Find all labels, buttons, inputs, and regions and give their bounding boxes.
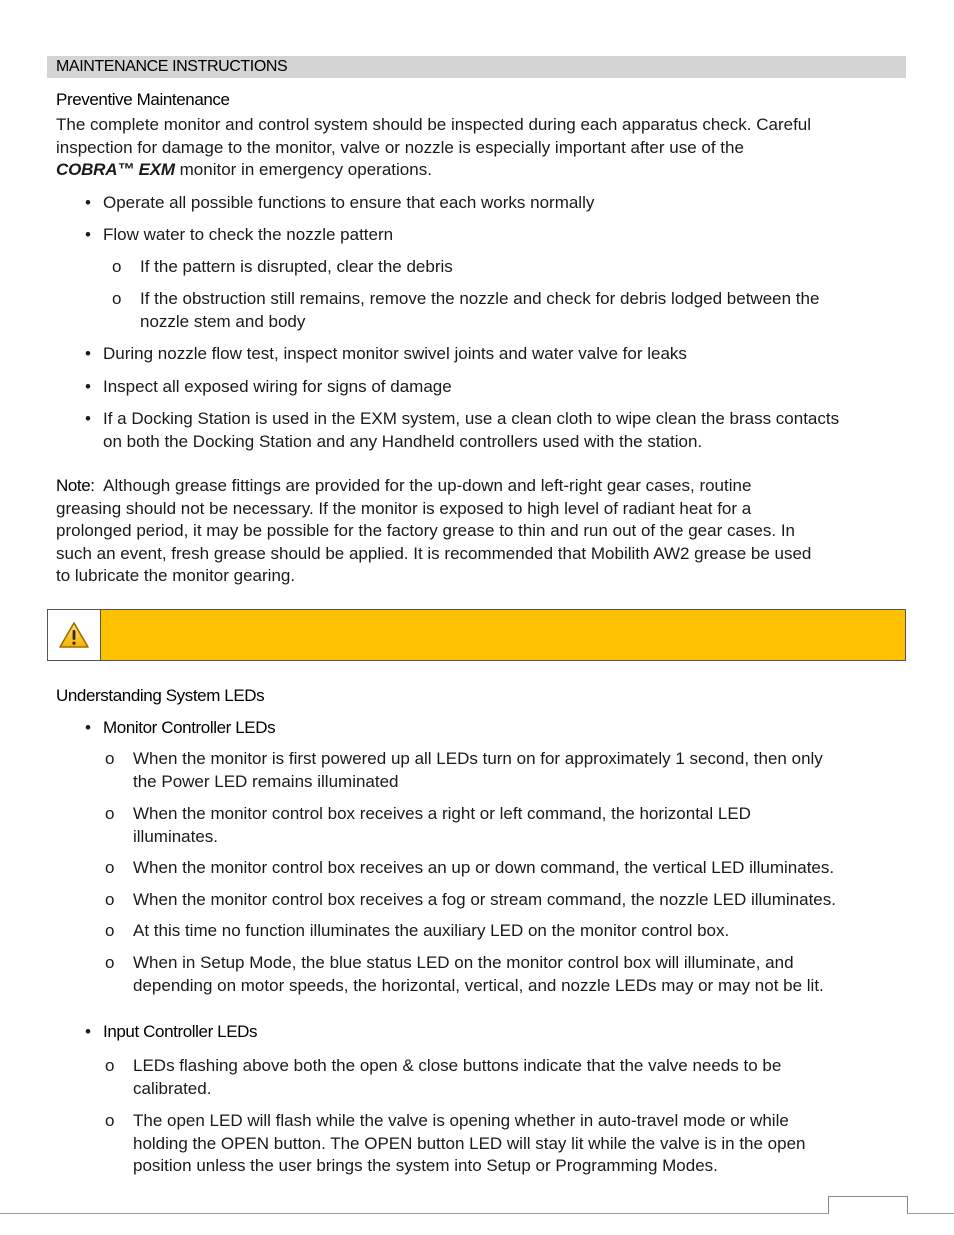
sub-bullet-glyph: o bbox=[105, 749, 115, 768]
bullet-glyph: • bbox=[85, 409, 91, 428]
warning-box bbox=[47, 609, 906, 661]
note-paragraph: Note: Although grease fittings are provided for the up-down and left-right gear cases, routine greasing should not be necessary. If the monitor is exposed to high level of radiant heat for a prolonged period, it may be possible for the factory grease to thin and run out of the gear cases. In such an event, fresh grease should be applied. It is recommended that Mobilith AW2 grease be used to lubricate the monitor gearing. bbox=[56, 476, 812, 585]
sub-list-item: o When the monitor control box receives a fog or stream command, the nozzle LED illuminates. bbox=[105, 889, 905, 912]
sub-bullet-glyph: o bbox=[105, 804, 115, 823]
list-item: • During nozzle flow test, inspect monitor swivel joints and water valve for leaks bbox=[85, 343, 895, 366]
preventive-maintenance-heading: Preventive Maintenance bbox=[56, 90, 230, 109]
intro-paragraph bbox=[56, 114, 896, 182]
warning-triangle-icon bbox=[58, 621, 90, 649]
warning-icon-cell bbox=[48, 610, 101, 660]
sub-bullet-glyph: o bbox=[105, 890, 115, 909]
intro-line: COBRA™ EXM monitor in emergency operations. bbox=[56, 160, 432, 179]
sub-bullet-glyph: o bbox=[105, 1056, 115, 1075]
sub-bullet-glyph: o bbox=[105, 953, 115, 972]
bullet-glyph: • bbox=[85, 344, 91, 363]
list-item: • Inspect all exposed wiring for signs of damage bbox=[85, 376, 895, 399]
page-number-box bbox=[828, 1196, 908, 1214]
section-title-bar bbox=[47, 56, 906, 78]
bullet-glyph: • bbox=[85, 377, 91, 396]
bullet-glyph: • bbox=[85, 193, 91, 212]
sub-list-item: o At this time no function illuminates the auxiliary LED on the monitor control box. bbox=[105, 920, 895, 943]
input-controller-heading: Input Controller LEDs bbox=[103, 1022, 258, 1041]
warning-text bbox=[101, 610, 905, 660]
list-item: • Flow water to check the nozzle pattern bbox=[85, 224, 895, 247]
bullet-glyph: • bbox=[85, 718, 91, 737]
sub-list-item: o When the monitor control box receives a right or left command, the horizontal LED illuminates. bbox=[105, 803, 895, 848]
bullet-glyph: • bbox=[85, 225, 91, 244]
system-leds-heading: Understanding System LEDs bbox=[56, 686, 265, 705]
list-item bbox=[85, 1021, 895, 1044]
intro-line: The complete monitor and control system should be inspected during each apparatus check. Careful bbox=[56, 115, 812, 134]
sub-list-item: o The open LED will flash while the valve is opening whether in auto-travel mode or while holding the OPEN button. The OPEN button LED will stay lit while the valve is in the open position unless the user brings the system into Setup or Programming Modes. bbox=[105, 1110, 895, 1178]
footer-rule bbox=[0, 1213, 954, 1214]
intro-line: inspection for damage to the monitor, valve or nozzle is especially important after use of the bbox=[56, 137, 744, 157]
sub-list-item: o If the pattern is disrupted, clear the debris bbox=[112, 256, 902, 279]
sub-list-item: o If the obstruction still remains, remove the nozzle and check for debris lodged between the nozzle stem and body bbox=[112, 288, 902, 333]
monitor-controller-heading: Monitor Controller LEDs bbox=[103, 718, 276, 737]
section-title: MAINTENANCE INSTRUCTIONS bbox=[56, 58, 288, 75]
list-item: • If a Docking Station is used in the EXM system, use a clean cloth to wipe clean the brass contacts on both the Docking Station and any Handheld controllers used with the station. bbox=[85, 408, 895, 453]
sub-list-item: o LEDs flashing above both the open & close buttons indicate that the valve needs to be calibrated. bbox=[105, 1055, 895, 1100]
note-label: Note: bbox=[56, 476, 95, 495]
sub-bullet-glyph: o bbox=[105, 921, 115, 940]
list-item: • Operate all possible functions to ensure that each works normally bbox=[85, 192, 895, 215]
bullet-glyph: • bbox=[85, 1022, 91, 1041]
sub-list-item: o When the monitor control box receives an up or down command, the vertical LED illuminates. bbox=[105, 857, 905, 880]
sub-list-item: o When the monitor is first powered up all LEDs turn on for approximately 1 second, then only the Power LED remains illuminated bbox=[105, 748, 895, 793]
list-item bbox=[85, 717, 895, 740]
brand-name: COBRA™ EXM bbox=[56, 160, 175, 179]
sub-list-item: o When in Setup Mode, the blue status LED on the monitor control box will illuminate, and depending on motor speeds, the horizontal, vertical, and nozzle LEDs may or may not be lit. bbox=[105, 952, 895, 997]
sub-bullet-glyph: o bbox=[112, 257, 122, 276]
sub-bullet-glyph: o bbox=[105, 1111, 115, 1130]
sub-bullet-glyph: o bbox=[112, 289, 122, 308]
sub-bullet-glyph: o bbox=[105, 858, 115, 877]
